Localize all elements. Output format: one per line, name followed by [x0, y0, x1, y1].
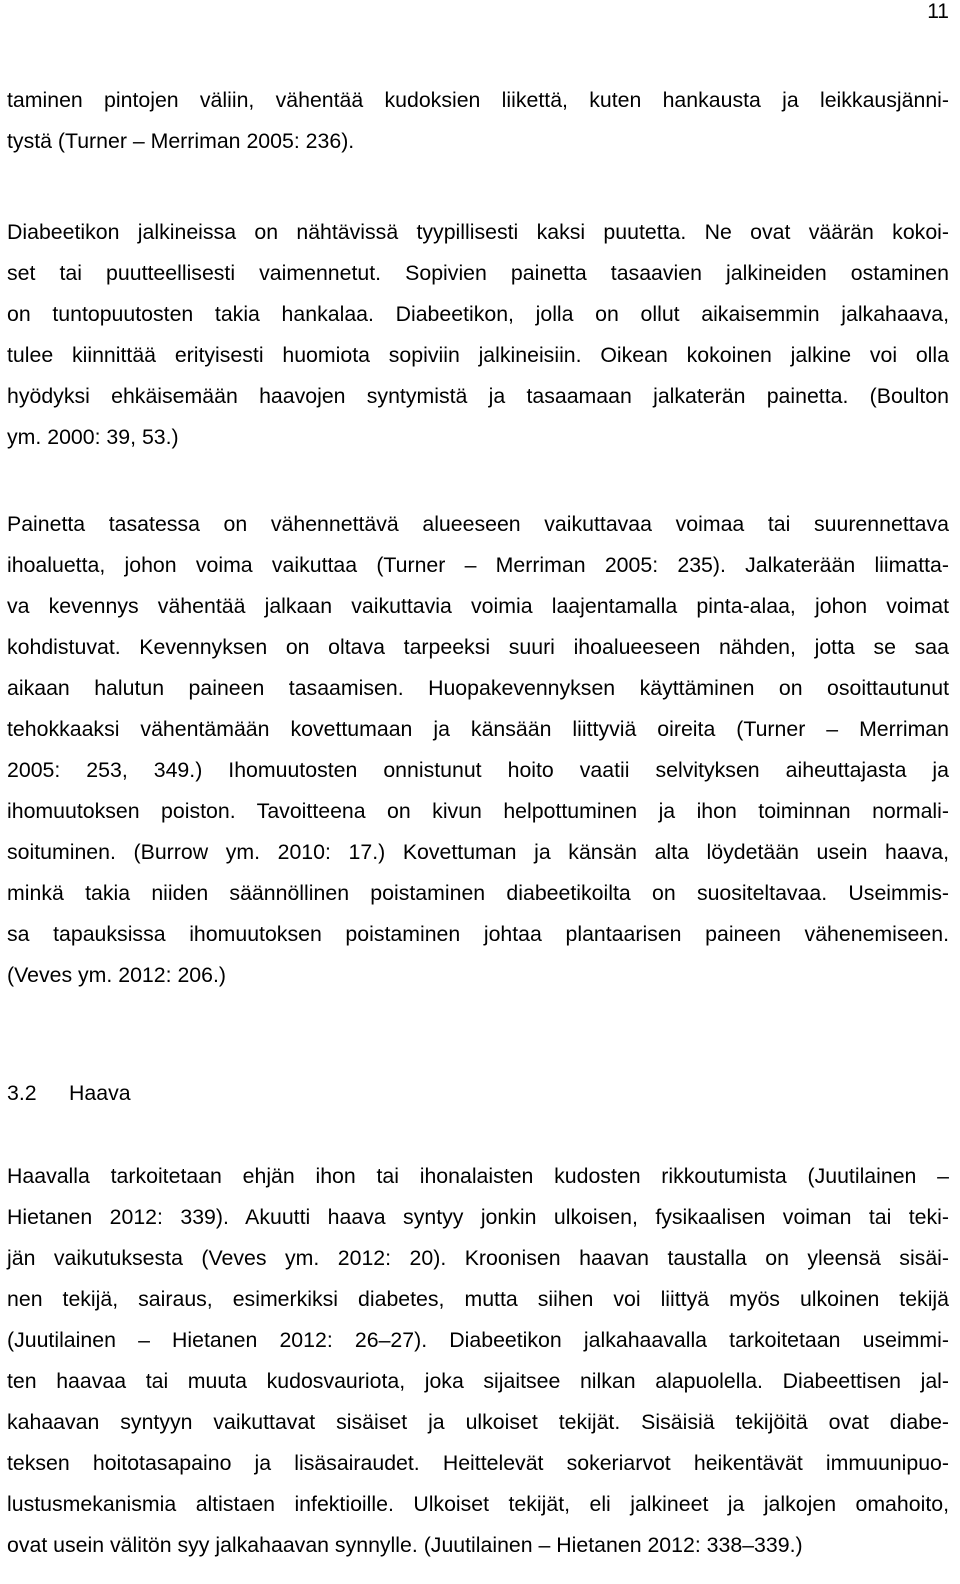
text-line: ihoaluetta, johon voima vaikuttaa (Turner – Merriman 2005: 235). Jalkaterään liimatta- — [7, 553, 949, 577]
paragraph-footwear — [7, 212, 949, 458]
section-heading — [7, 1073, 131, 1114]
text-line: hyödyksi ehkäisemään haavojen syntymistä ja tasaamaan jalkaterän painetta. (Boulton — [7, 384, 949, 408]
text-line: tulee kiinnittää erityisesti huomiota sopiviin jalkineisiin. Oikean kokoinen jalkine voi olla — [7, 343, 949, 367]
paragraph-continued — [7, 80, 949, 162]
text-line: taminen pintojen väliin, vähentää kudoksien liikettä, kuten hankausta ja leikkausjänni- — [7, 88, 949, 112]
text-line: minkä takia niiden säännöllinen poistaminen diabeetikoilta on suositeltavaa. Useimmis- — [7, 881, 949, 905]
text-line: ten haavaa tai muuta kudosvauriota, joka sijaitsee nilkan alapuolella. Diabeettisen jal- — [7, 1369, 949, 1393]
text-line: lustusmekanismia altistaen infektioille. Ulkoiset tekijät, eli jalkineet ja jalkojen omahoito, — [7, 1492, 949, 1516]
paragraph-wound — [7, 1156, 949, 1566]
section-number: 3.2 — [7, 1081, 37, 1105]
text-line: teksen hoitotasapaino ja lisäsairaudet. Heittelevät sokeriarvot heikentävät immuunipuo- — [7, 1451, 949, 1475]
text-line: Diabeetikon jalkineissa on nähtävissä tyypillisesti kaksi puutetta. Ne ovat väärän kokoi- — [7, 220, 949, 244]
page-number: 11 — [927, 0, 949, 23]
text-line: jän vaikutuksesta (Veves ym. 2012: 20). Kroonisen haavan taustalla on yleensä sisäi- — [7, 1246, 949, 1270]
text-line: (Veves ym. 2012: 206.) — [7, 963, 227, 987]
text-line: va kevennys vähentää jalkaan vaikuttavia voimia laajentamalla pinta-alaa, johon voimat — [7, 594, 949, 618]
text-line: sa tapauksissa ihomuutoksen poistaminen johtaa plantaarisen paineen vähenemiseen. — [7, 922, 949, 946]
text-line: Hietanen 2012: 339). Akuutti haava syntyy jonkin ulkoisen, fysikaalisen voiman tai teki- — [7, 1205, 949, 1229]
text-line: nen tekijä, sairaus, esimerkiksi diabetes, mutta siihen voi liittyä myös ulkoinen tekijä — [7, 1287, 949, 1311]
text-line: set tai puutteellisesti vaimennetut. Sopivien painetta tasaavien jalkineiden ostaminen — [7, 261, 949, 285]
section-title: Haava — [69, 1081, 131, 1105]
text-line: ihomuutoksen poiston. Tavoitteena on kivun helpottuminen ja ihon toiminnan normali- — [7, 799, 949, 823]
text-line: 2005: 253, 349.) Ihomuutosten onnistunut hoito vaatii selvityksen aiheuttajasta ja — [7, 758, 949, 782]
text-line: kohdistuvat. Kevennyksen on oltava tarpeeksi suuri ihoalueeseen nähden, jotta se saa — [7, 635, 949, 659]
text-line: (Juutilainen – Hietanen 2012: 26–27). Diabeetikon jalkahaavalla tarkoitetaan useimmi- — [7, 1328, 949, 1352]
text-line: aikaan halutun paineen tasaamisen. Huopakevennyksen käyttäminen on osoittautunut — [7, 676, 949, 700]
text-line: Haavalla tarkoitetaan ehjän ihon tai ihonalaisten kudosten rikkoutumista (Juutilainen – — [7, 1164, 949, 1188]
text-line: tystä (Turner – Merriman 2005: 236). — [7, 129, 355, 153]
paragraph-pressure — [7, 504, 949, 996]
text-line: on tuntopuutosten takia hankalaa. Diabeetikon, jolla on ollut aikaisemmin jalkahaava, — [7, 302, 949, 326]
text-line: ym. 2000: 39, 53.) — [7, 425, 179, 449]
text-line: Painetta tasatessa on vähennettävä alueeseen vaikuttavaa voimaa tai suurennettava — [7, 512, 949, 536]
text-line: ovat usein välitön syy jalkahaavan synnylle. (Juutilainen – Hietanen 2012: 338–339.) — [7, 1533, 803, 1557]
text-line: soituminen. (Burrow ym. 2010: 17.) Kovettuman ja känsän alta löydetään usein haava, — [7, 840, 949, 864]
text-line: tehokkaaksi vähentämään kovettumaan ja känsään liittyviä oireita (Turner – Merriman — [7, 717, 949, 741]
text-line: kahaavan syntyyn vaikuttavat sisäiset ja ulkoiset tekijät. Sisäisiä tekijöitä ovat diabe- — [7, 1410, 949, 1434]
